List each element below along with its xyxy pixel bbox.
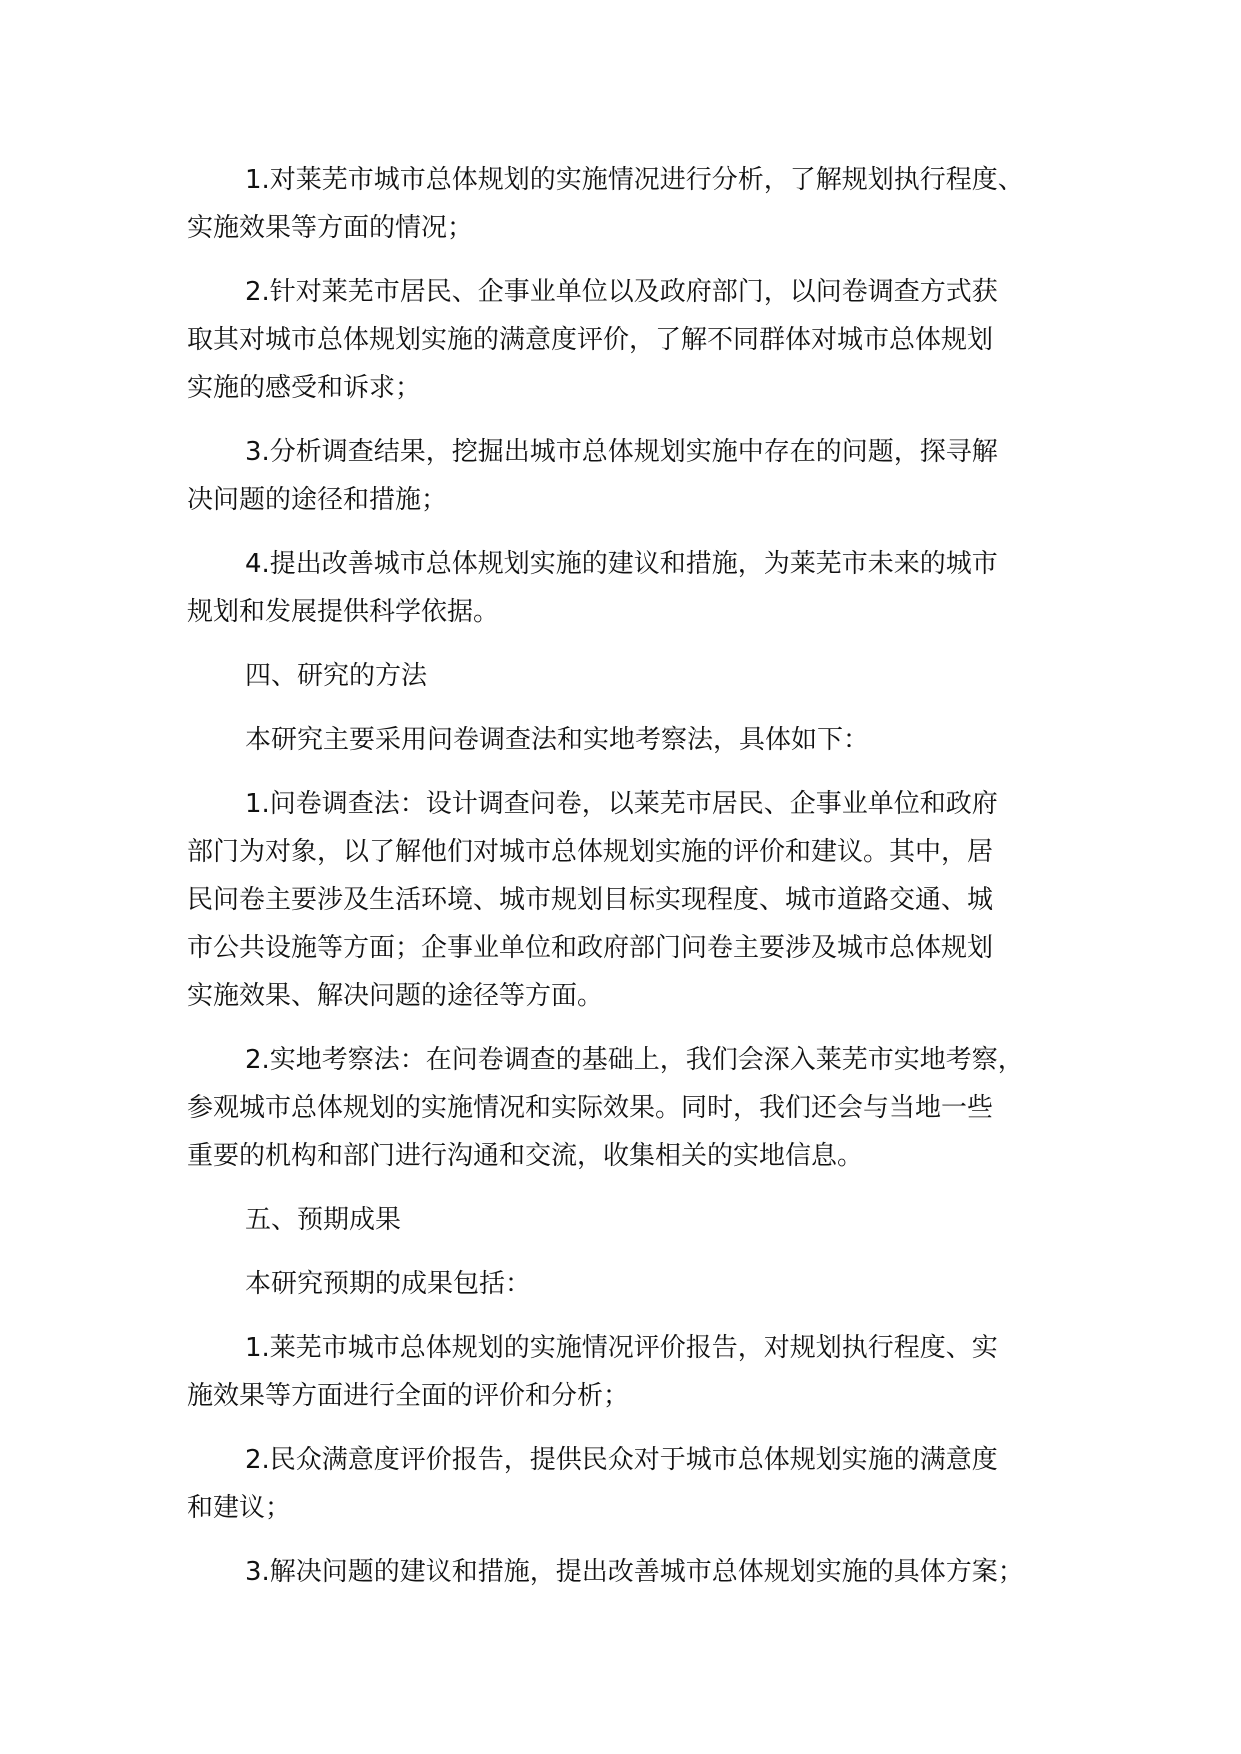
text-line: 参观城市总体规划的实施情况和实际效果。同时，我们还会与当地一些: [187, 1093, 994, 1123]
paragraph-objective-3: [187, 428, 1087, 524]
paragraph-outcome-1: [187, 1324, 1087, 1420]
document-body: [187, 156, 1087, 1612]
text-line: 2.实地考察法：在问卷调查的基础上，我们会深入莱芜市实地考察，: [245, 1045, 1024, 1075]
text-line: 实施效果、解决问题的途径等方面。: [187, 981, 604, 1011]
text-line: 2.针对莱芜市居民、企事业单位以及政府部门，以问卷调查方式获: [245, 277, 998, 307]
paragraph-objective-4: [187, 540, 1087, 636]
paragraph-method-field-survey: [187, 1036, 1087, 1180]
text-line: 3.解决问题的建议和措施，提出改善城市总体规划实施的具体方案；: [245, 1557, 1024, 1587]
text-line: 施效果等方面进行全面的评价和分析；: [187, 1381, 630, 1411]
paragraph-outcome-3: [187, 1548, 1087, 1596]
text-line: 部门为对象，以了解他们对城市总体规划实施的评价和建议。其中，居: [187, 837, 994, 867]
text-line: 1.对莱芜市城市总体规划的实施情况进行分析，了解规划执行程度、: [245, 165, 1024, 195]
paragraph-methods-intro: [187, 716, 1087, 764]
heading-text: 四、研究的方法: [245, 661, 428, 691]
text-line: 决问题的途径和措施；: [187, 485, 448, 515]
paragraph-objective-2: [187, 268, 1087, 412]
text-line: 和建议；: [187, 1493, 292, 1523]
heading-text: 五、预期成果: [245, 1205, 402, 1235]
section-heading-methods: [187, 652, 1087, 700]
text-line: 市公共设施等方面；企事业单位和政府部门问卷主要涉及城市总体规划: [187, 933, 994, 963]
text-line: 1.问卷调查法：设计调查问卷，以莱芜市居民、企事业单位和政府: [245, 789, 998, 819]
paragraph-method-questionnaire: [187, 780, 1087, 1020]
text-line: 重要的机构和部门进行沟通和交流，收集相关的实地信息。: [187, 1141, 864, 1171]
text-line: 实施效果等方面的情况；: [187, 213, 474, 243]
text-line: 本研究预期的成果包括：: [245, 1269, 532, 1299]
text-line: 4.提出改善城市总体规划实施的建议和措施，为莱芜市未来的城市: [245, 549, 998, 579]
paragraph-outcomes-intro: [187, 1260, 1087, 1308]
text-line: 本研究主要采用问卷调查法和实地考察法，具体如下：: [245, 725, 870, 755]
text-line: 民问卷主要涉及生活环境、城市规划目标实现程度、城市道路交通、城: [187, 885, 994, 915]
text-line: 3.分析调查结果，挖掘出城市总体规划实施中存在的问题，探寻解: [245, 437, 998, 467]
text-line: 实施的感受和诉求；: [187, 373, 422, 403]
text-line: 2.民众满意度评价报告，提供民众对于城市总体规划实施的满意度: [245, 1445, 998, 1475]
paragraph-outcome-2: [187, 1436, 1087, 1532]
text-line: 规划和发展提供科学依据。: [187, 597, 500, 627]
text-line: 取其对城市总体规划实施的满意度评价，了解不同群体对城市总体规划: [187, 325, 994, 355]
text-line: 1.莱芜市城市总体规划的实施情况评价报告，对规划执行程度、实: [245, 1333, 998, 1363]
section-heading-outcomes: [187, 1196, 1087, 1244]
paragraph-objective-1: [187, 156, 1087, 252]
